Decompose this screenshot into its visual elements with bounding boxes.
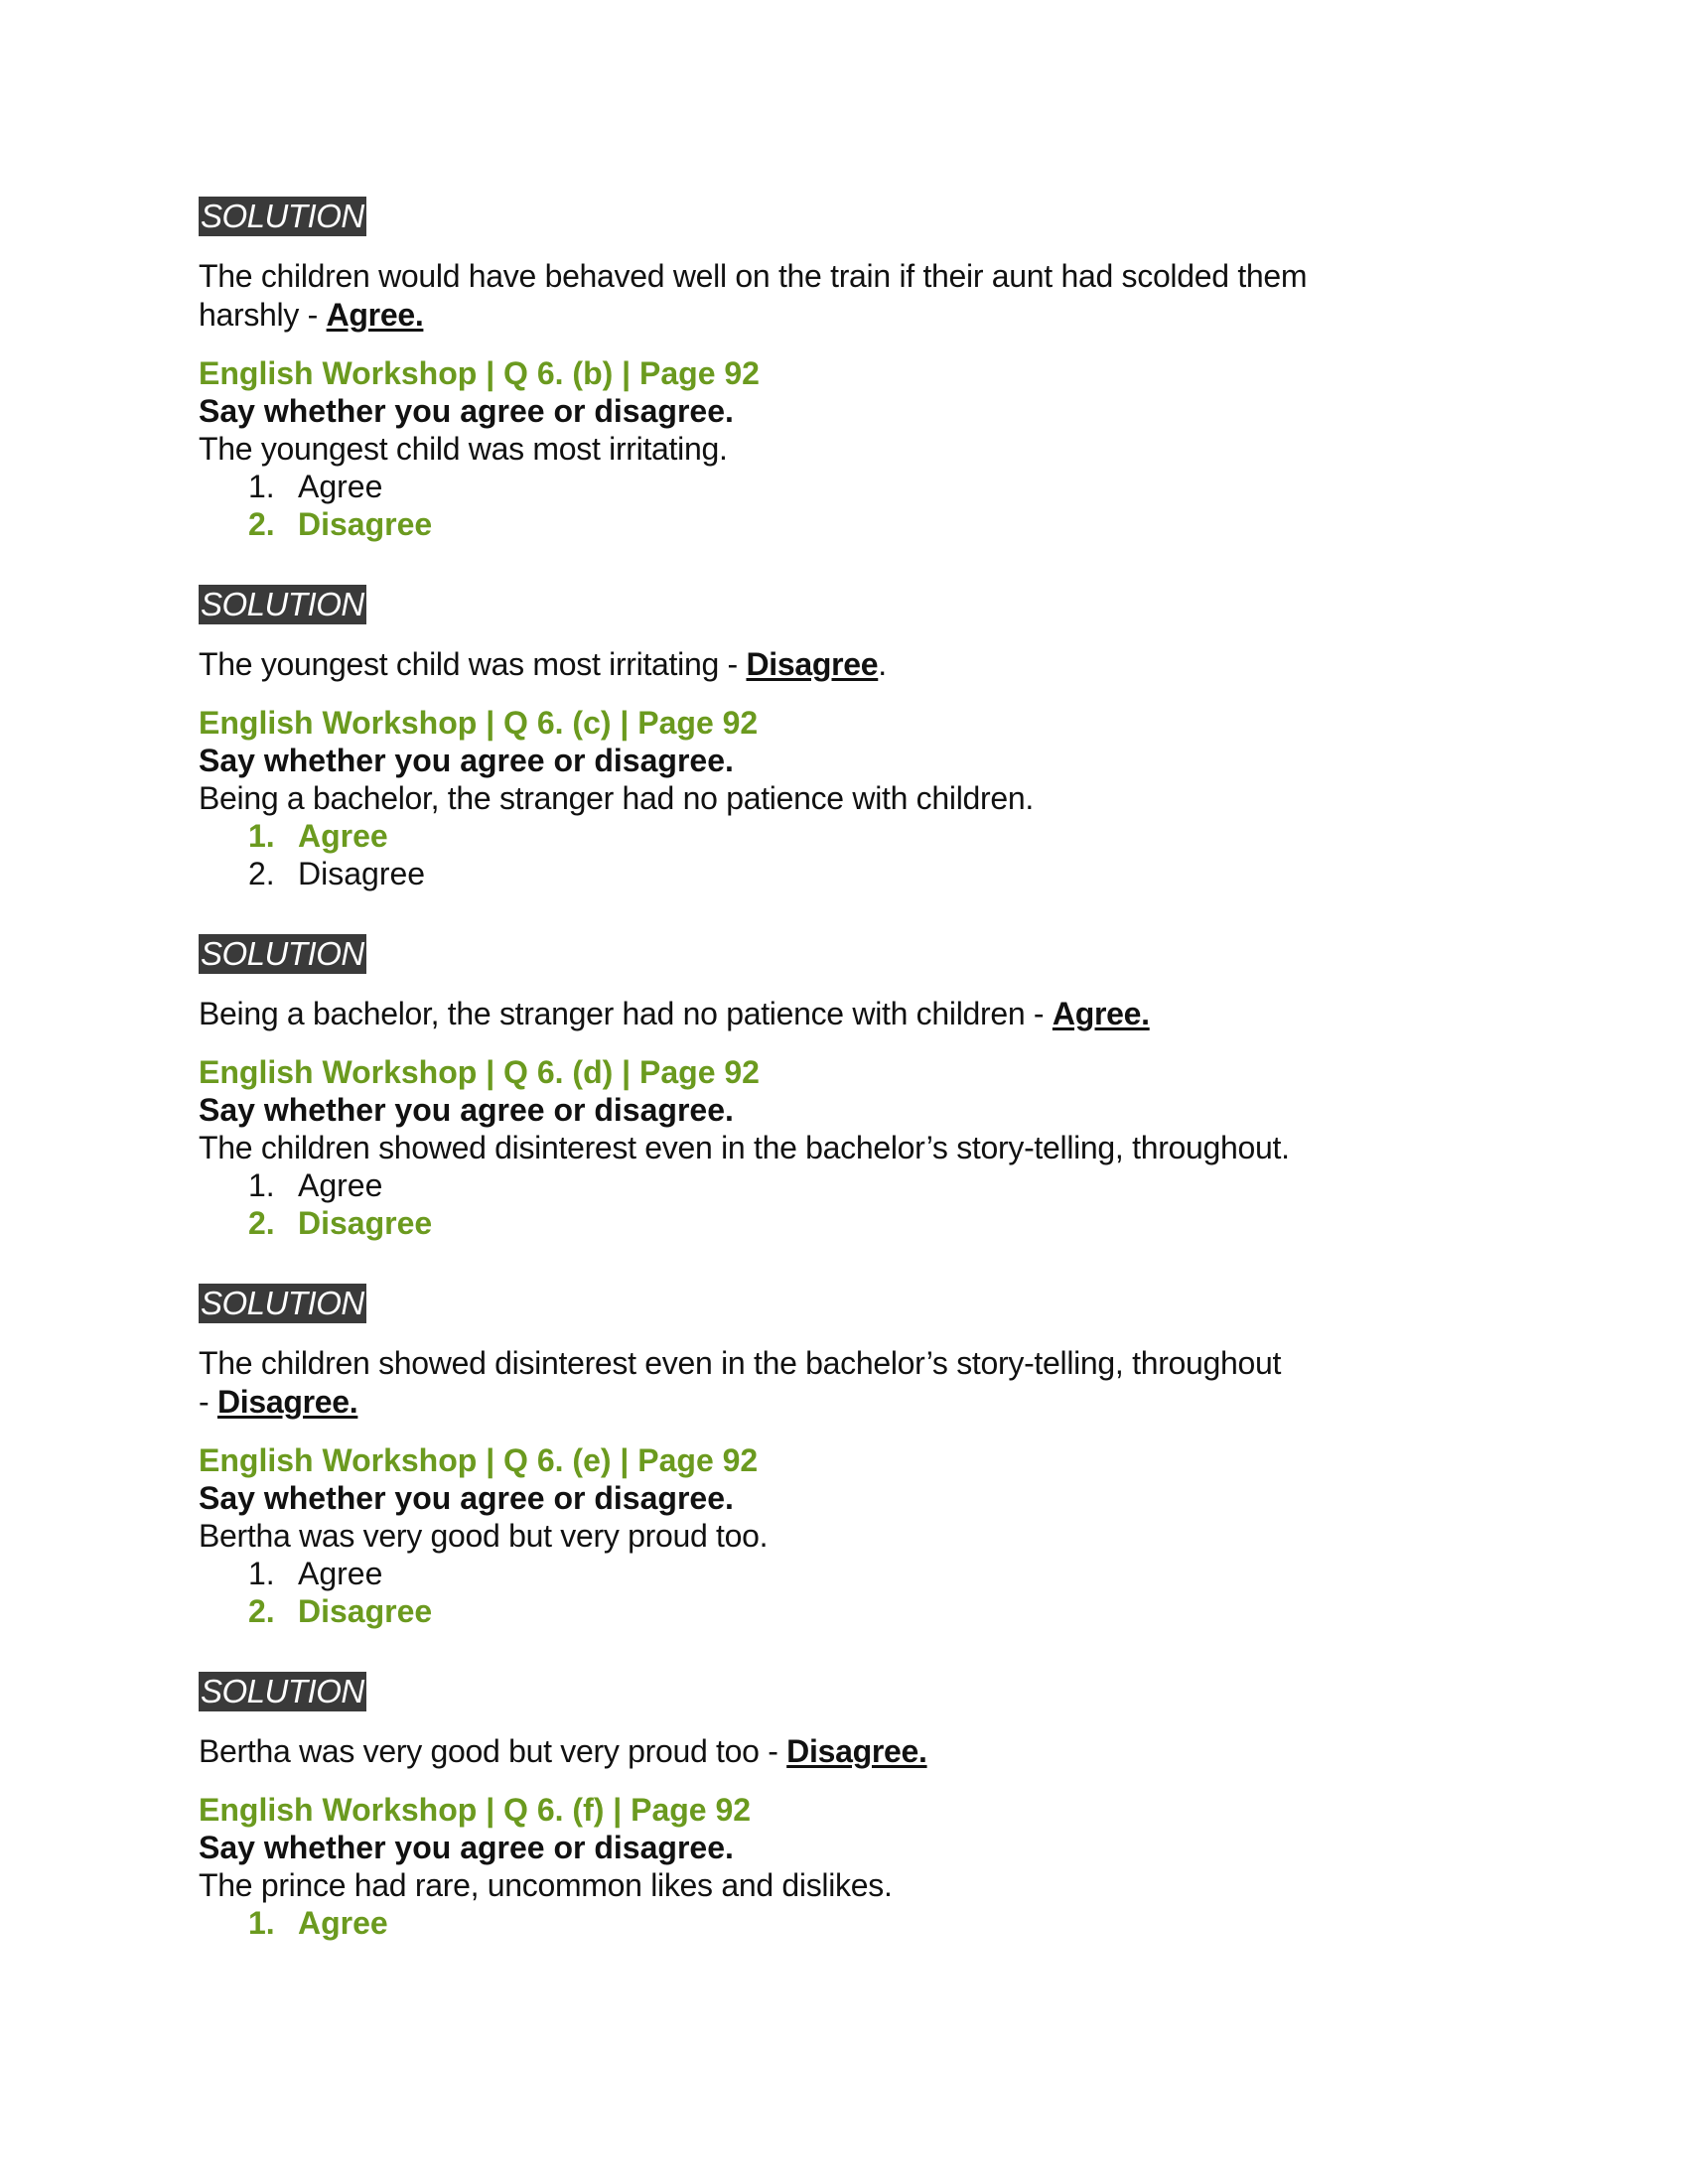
options-list [248, 1904, 1489, 1942]
option-label: Agree [298, 469, 383, 504]
solution-text-line: Bertha was very good but very proud too - [199, 1733, 787, 1769]
option-item-correct [248, 1904, 1489, 1942]
option-label: Agree [298, 818, 388, 854]
solution-answer: Disagree. [786, 1733, 927, 1769]
option-number: 2. [248, 506, 275, 542]
question-block [199, 354, 1489, 543]
question-prompt: Say whether you agree or disagree. [199, 1092, 734, 1128]
solution-text [199, 1344, 1489, 1422]
option-item [248, 1555, 1489, 1592]
question-statement: Bertha was very good but very proud too. [199, 1518, 769, 1554]
question-block [199, 704, 1489, 892]
options-list [248, 1555, 1489, 1630]
option-number: 1. [248, 1167, 275, 1203]
solution-label: SOLUTION [201, 1673, 364, 1709]
question-heading: English Workshop | Q 6. (e) | Page 92 [199, 1442, 759, 1478]
question-statement: The youngest child was most irritating. [199, 431, 728, 467]
solution-text-line: The children would have behaved well on the train if their aunt had scolded them [199, 258, 1308, 294]
solution-block [199, 197, 1489, 335]
question-prompt: Say whether you agree or disagree. [199, 1480, 734, 1516]
option-item [248, 855, 1489, 892]
option-item [248, 1166, 1489, 1204]
options-list [248, 1166, 1489, 1242]
option-label: Agree [298, 1905, 388, 1941]
options-list [248, 468, 1489, 543]
solution-block [199, 934, 1489, 1033]
options-list [248, 817, 1489, 892]
question-heading: English Workshop | Q 6. (b) | Page 92 [199, 355, 760, 391]
question-statement: The prince had rare, uncommon likes and dislikes. [199, 1867, 893, 1903]
solution-label: SOLUTION [201, 586, 364, 622]
solution-block [199, 585, 1489, 684]
solution-text-line: Being a bachelor, the stranger had no patience with children - [199, 996, 1053, 1031]
solution-text-line: - [199, 1384, 217, 1420]
question-statement: The children showed disinterest even in the bachelor’s story-telling, throughout. [199, 1130, 1290, 1165]
option-item-correct [248, 505, 1489, 543]
solution-label: SOLUTION [201, 198, 364, 234]
option-label: Disagree [298, 856, 426, 891]
option-label: Disagree [298, 1593, 433, 1629]
option-number: 2. [248, 856, 275, 891]
question-block [199, 1791, 1489, 1942]
question-prompt: Say whether you agree or disagree. [199, 393, 734, 429]
solution-text [199, 257, 1489, 335]
solution-answer: Disagree [746, 646, 879, 682]
option-number: 1. [248, 818, 275, 854]
solution-text-line: The children showed disinterest even in the bachelor’s story-telling, throughout [199, 1345, 1282, 1381]
solution-trailing: . [878, 646, 887, 682]
question-heading: English Workshop | Q 6. (c) | Page 92 [199, 705, 759, 741]
option-item-correct [248, 1204, 1489, 1242]
option-label: Disagree [298, 1205, 433, 1241]
option-label: Agree [298, 1556, 383, 1591]
option-item-correct [248, 1592, 1489, 1630]
solution-label: SOLUTION [201, 1285, 364, 1321]
option-number: 2. [248, 1593, 275, 1629]
solution-text-line: harshly - [199, 297, 327, 333]
option-item [248, 468, 1489, 505]
solution-text [199, 995, 1489, 1033]
document-page [199, 197, 1489, 1942]
option-number: 1. [248, 1905, 275, 1941]
option-label: Agree [298, 1167, 383, 1203]
solution-block [199, 1672, 1489, 1771]
option-number: 2. [248, 1205, 275, 1241]
solution-answer: Agree. [326, 297, 424, 333]
solution-answer: Disagree. [216, 1384, 358, 1420]
solution-text-line: The youngest child was most irritating - [199, 646, 747, 682]
option-label: Disagree [298, 506, 433, 542]
solution-answer: Agree. [1052, 996, 1150, 1031]
solution-text [199, 645, 1489, 684]
option-number: 1. [248, 1556, 275, 1591]
solution-label: SOLUTION [201, 935, 364, 972]
question-heading: English Workshop | Q 6. (f) | Page 92 [199, 1792, 752, 1828]
option-item-correct [248, 817, 1489, 855]
question-block [199, 1053, 1489, 1242]
solution-text [199, 1732, 1489, 1771]
solution-block [199, 1284, 1489, 1422]
question-prompt: Say whether you agree or disagree. [199, 743, 734, 778]
question-block [199, 1441, 1489, 1630]
question-heading: English Workshop | Q 6. (d) | Page 92 [199, 1054, 760, 1090]
question-statement: Being a bachelor, the stranger had no patience with children. [199, 780, 1034, 816]
question-prompt: Say whether you agree or disagree. [199, 1830, 734, 1865]
option-number: 1. [248, 469, 275, 504]
